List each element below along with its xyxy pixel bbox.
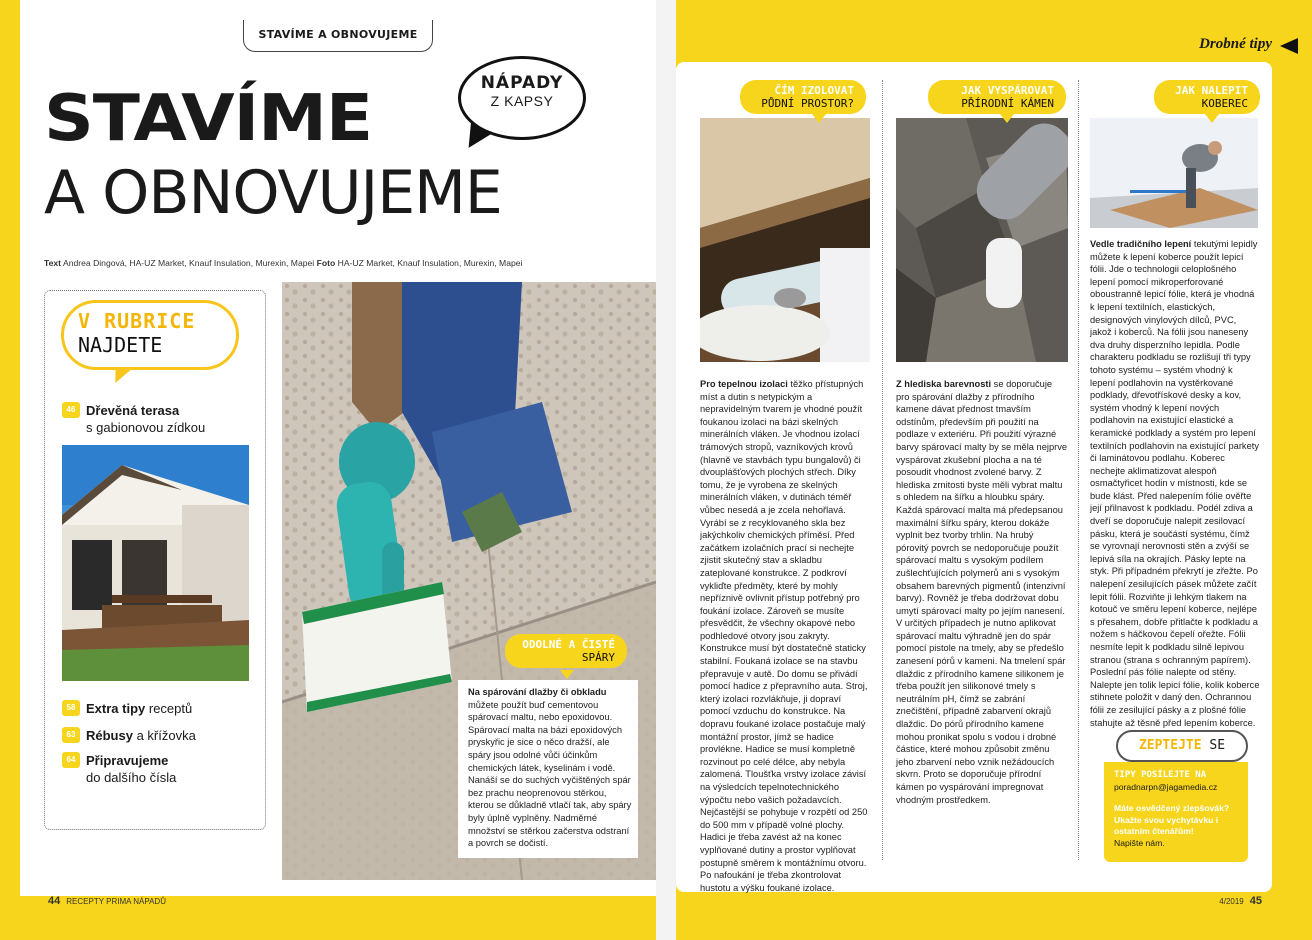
page-number-left: 44 xyxy=(48,895,61,907)
house-terrace-photo xyxy=(62,445,249,681)
grouting-callout xyxy=(458,680,638,858)
rubric-item[interactable] xyxy=(62,727,196,744)
column-tag xyxy=(1154,80,1260,114)
ask-bubble xyxy=(1116,730,1248,762)
stone-grouting-photo xyxy=(896,118,1068,362)
stone-grouting-illustration xyxy=(896,118,1068,362)
rubric-item[interactable] xyxy=(62,402,205,436)
callout-lead: Na spárování dlažby či obkladu xyxy=(468,687,607,697)
rubric-head1: V RUBRICE xyxy=(78,309,196,333)
contact-email[interactable]: poradnarpn@jagamedia.cz xyxy=(1114,781,1218,792)
section-tab: STAVÍME A OBNOVUJEME xyxy=(243,20,433,52)
column-tag-line1: JAK VYSPÁROVAT xyxy=(961,84,1054,97)
rubric-item-page: 63 xyxy=(62,727,80,743)
column-tag-line2: PŮDNÍ PROSTOR? xyxy=(761,97,854,110)
rubric-item-page: 64 xyxy=(62,752,80,768)
carpet-illustration xyxy=(1090,118,1258,228)
rubric-item-rest: do dalšího čísla xyxy=(86,770,177,785)
rubric-item[interactable] xyxy=(62,752,176,786)
ask-cta: Máte osvědčený zlepšovák? Ukažte svou vychytávku i ostatním čtenářům! xyxy=(1114,803,1230,836)
column-text xyxy=(1090,238,1260,729)
napady-speech-bubble xyxy=(458,56,586,140)
credits-foto-label: Foto xyxy=(316,258,336,268)
column-lead: Vedle tradičního lepení xyxy=(1090,239,1192,249)
credits-text-value: Andrea Dingová, HA-UZ Market, Knauf Insulation, Murexin, Mapei xyxy=(62,258,315,268)
callout-tag-line2: SPÁRY xyxy=(581,651,615,664)
rubric-head2: NAJDETE xyxy=(78,333,163,357)
insulation-illustration xyxy=(700,118,870,362)
ask-write: Napište nám. xyxy=(1114,837,1165,848)
column-text xyxy=(896,378,1068,806)
rubric-item-bold: Připravujeme xyxy=(86,753,169,768)
ask-head-rest: SE xyxy=(1209,738,1226,753)
ask-box xyxy=(1104,762,1248,862)
tips-label: TIPY POSÍLEJTE NA xyxy=(1114,770,1207,780)
rubric-item-bold: Extra tipy xyxy=(86,701,146,716)
section-label: Drobné tipy xyxy=(1199,36,1272,52)
credits-foto-value: HA-UZ Market, Knauf Insulation, Murexin, Mapei xyxy=(337,258,523,268)
ask-head-bold: ZEPTEJTE xyxy=(1138,738,1202,753)
footer-right xyxy=(1219,895,1262,907)
column-tag-arrow xyxy=(812,114,826,123)
column-tag-line2: PŘÍRODNÍ KÁMEN xyxy=(961,97,1054,110)
column-body: se doporučuje pro spárování dlažby z přírodního kamene dávat přednost tmavším odstínům, především při použití na podlaze v exteriéru. Při použití výrazné barvy spárovací malty by se měla nejprve vyspárovat zkušební plocha a na té posoudit vhodnost zvolené barvy. Z hlediska zrnitosti byste měli vybrat maltu s ohledem na šířku a hloubku spáry. Každá spárovací malta má předepsanou maximální šířku spáry, kterou dokáže vyplnit bez tvorby trhlin. Na hrubý pórovitý povrch se nedoporučuje použít spárovací maltu s vysokým podílem zušlechťujících polymerů ani s vysokým obsahem barevných pigmentů (intenzivní barvy). Rovněž je třeba dodržovat dobu umytí spárovací malty po jejím nanesení. V určitých případech je nutno aplikovat spárovací maltu výhradně jen do spár pomocí pistole na tmely, aby se předešlo zanesení pórů v kameni. Na tmelení spár dlaždic z přírodního kamene silikonem je třeba použít jen silikonové tmely s neutrálním pH, čímž se zabrání znečištění, případně zabarvení okrajů dlaždic. Do pórů přírodního kamene mohou pronikat spolu s vodou i drobné částice, které mohou způsobit změnu jeho zbarvení nebo vznik nežádoucích skvrn. Proto se doporučuje přírodní kámen po vyspárování impregnovat vhodným prostředkem. xyxy=(896,379,1068,805)
column-tag xyxy=(740,80,866,114)
column-divider xyxy=(1078,80,1079,860)
page-title-line2: A OBNOVUJEME xyxy=(44,158,502,228)
column-tag-line1: JAK NALEPIT xyxy=(1175,84,1248,97)
rubric-item-rest: s gabionovou zídkou xyxy=(86,420,206,435)
rubric-item[interactable] xyxy=(62,700,192,717)
column-tag xyxy=(928,80,1066,114)
bubble-line2: Z KAPSY xyxy=(490,93,554,109)
issue-number: 4/2019 xyxy=(1219,897,1244,906)
callout-tag-line1: ODOLNÉ A ČISTÉ xyxy=(522,638,615,651)
footer-left xyxy=(48,895,166,907)
callout-body: můžete použít buď cementovou spárovací maltu, nebo epoxidovou. Spárovací malta na bázi epoxidových pryskyřic je sice o něco dražší, ale spáry jsou odolné vůči účinkům chemických látek, kyselinám i vodě. Nanáší se do suchých vyčištěných spár bez prachu neoprenovou stěrkou, kterou se důkladně vtlačí tak, aby spáry byly úplně vyplněny. Nadměrné množství se stěrkou začerstva odstraní a povrch se dočistí. xyxy=(468,699,632,849)
column-body: tekutými lepidly můžete k lepení koberce použít lepicí fólii. Jde o technologii celoplošného lepení pomocí mikroperforované oboustranně lepicí fólie, která je vhodná k lepení textilních, elastických, designových vinylových dílců, PVC, jakož i koberců. Na fólii jsou naneseny dva druhy disperzního lepidla. Podle charakteru podkladu se rozlišují tři typy tohoto systému – systém vhodný k lepení podlahovin na vystěrkované podklady, dřevotřískové desky a kov, systém vhodný k lepení nových podlahovin na existující elastické a keramické podklady a systém pro lepení textilních podlahovin na existující parkety či laminátovou podlahu. Koberec nechejte aklimatizovat alespoň osmačtyřicet hodin v místnosti, kde se bude klást. Před nalepením fólie ověřte její přilnavost k podkladu. Podél zdiva a dveří se doporučuje nalepit zesilovací pásku, která je součástí systému, čímž se vyrovnají nerovnosti stěn a zvýší se lepivá síla na okrajích. Pásky lepte na styk. Při případném překrytí je zřežte. Po nalepení zesilujících pásek můžete začít lepit fólii. Rozviňte ji lehkým tlakem na kotouč ve směru lepení koberce, nejlépe s přesahem, dobře přitlačte k podkladu a nožem s háčkovou čepelí ořežte. Fólii nesmíte lepit k podkladu silně lepivou stranou (strana s ochranným papírem). Poslední pás fólie nalepte od stěny. Nalepte jen tolik lepicí fólie, kolik koberce stihnete položit v daný den. Ochrannou fólii ze zesilující pásky a z plošné fólie stahujte až těsně před lepením koberce. xyxy=(1090,239,1260,728)
rubric-item-page: 46 xyxy=(62,402,80,418)
page-number-right: 45 xyxy=(1249,895,1262,907)
column-body: těžko přístupných míst a dutin s netypickým a nepravidelným tvarem je vhodné použít foukanou izolaci na bázi skelných minerálních vláken. Je vhodnou izolací trámových stropů, vazníkových krovů (hlavně ve stavbách typu bungalovů) či dvouplášťových plochých střech. Díky tomu, že je vyrobena ze skelných minerálních vláken, v dutinách téměř vůbec nesedá a je zcela nehořlavá. Vyrábí se z recyklovaného skla bez jakýchkoliv chemických příměsí. Před začátkem izolačních prací si nechejte zjistit skutečný stav a skladbu zateplované konstrukce. Z podkroví vykliďte předměty, které by mohly nepříznivě ovlivnit přístup potřebný pro foukání izolace. Zároveň se musíte přesvědčit, že všechny okapové nebo podhledové otvory jsou zakryty. Konstrukce musí být dostatečně staticky stabilní. Foukaná izolace se na stavbu přepravuje v autě. Do domu se přivádí pomocí hadice z přepravního auta. Stroj, který izolaci rozvlákňuje, ji dopraví pomocí vzduchu do konstrukce. Na dopravu foukané izolace postačuje malý montážní prostor, jímž se hadice provlékne. Hadice se musí kompletně rozvinout po celé délce, aby nebyla zalomená. Tloušťka vrstvy izolace závisí na výsledcích tepelnotechnického výpočtu nebo vašich požadavcích. Nejčastější se pohybuje v rozpětí od 250 do 500 mm v případě volné plochy. Hadici je třeba zavést až na konec vyplňované dutiny a prostor vyplňovat postupně směrem k montážnímu otvoru. Po nafoukání je třeba zkontrolovat hustotu a výšku foukané izolace. xyxy=(700,379,868,893)
column-lead: Z hlediska barevnosti xyxy=(896,379,992,389)
rubric-item-rest: a křížovka xyxy=(136,728,196,743)
section-marker-icon xyxy=(1280,38,1298,54)
carpet-photo xyxy=(1090,118,1258,228)
column-lead: Pro tepelnou izolaci xyxy=(700,379,788,389)
page-gutter xyxy=(656,0,676,940)
credits xyxy=(44,258,522,268)
magazine-name: RECEPTY PRIMA NÁPADŮ xyxy=(66,897,166,906)
column-text xyxy=(700,378,872,894)
column-divider xyxy=(882,80,883,860)
bubble-line1: NÁPADY xyxy=(480,73,564,93)
column-tag-line2: KOBEREC xyxy=(1201,97,1248,110)
rubric-item-page: 58 xyxy=(62,700,80,716)
insulation-photo xyxy=(700,118,870,362)
rubric-item-rest: receptů xyxy=(148,701,193,716)
rubric-item-bold: Rébusy xyxy=(86,728,133,743)
column-tag-arrow xyxy=(1205,114,1219,123)
rubric-bubble xyxy=(61,300,239,370)
callout-tag-arrow xyxy=(560,670,574,679)
column-tag-line1: ČÍM IZOLOVAT xyxy=(774,84,854,97)
credits-text-label: Text xyxy=(44,258,62,268)
page-title-line1: STAVÍME xyxy=(44,82,373,156)
rubric-item-bold: Dřevěná terasa xyxy=(86,403,180,418)
callout-tag xyxy=(505,634,627,668)
house-terrace-illustration xyxy=(62,445,249,681)
column-tag-arrow xyxy=(1000,114,1014,123)
